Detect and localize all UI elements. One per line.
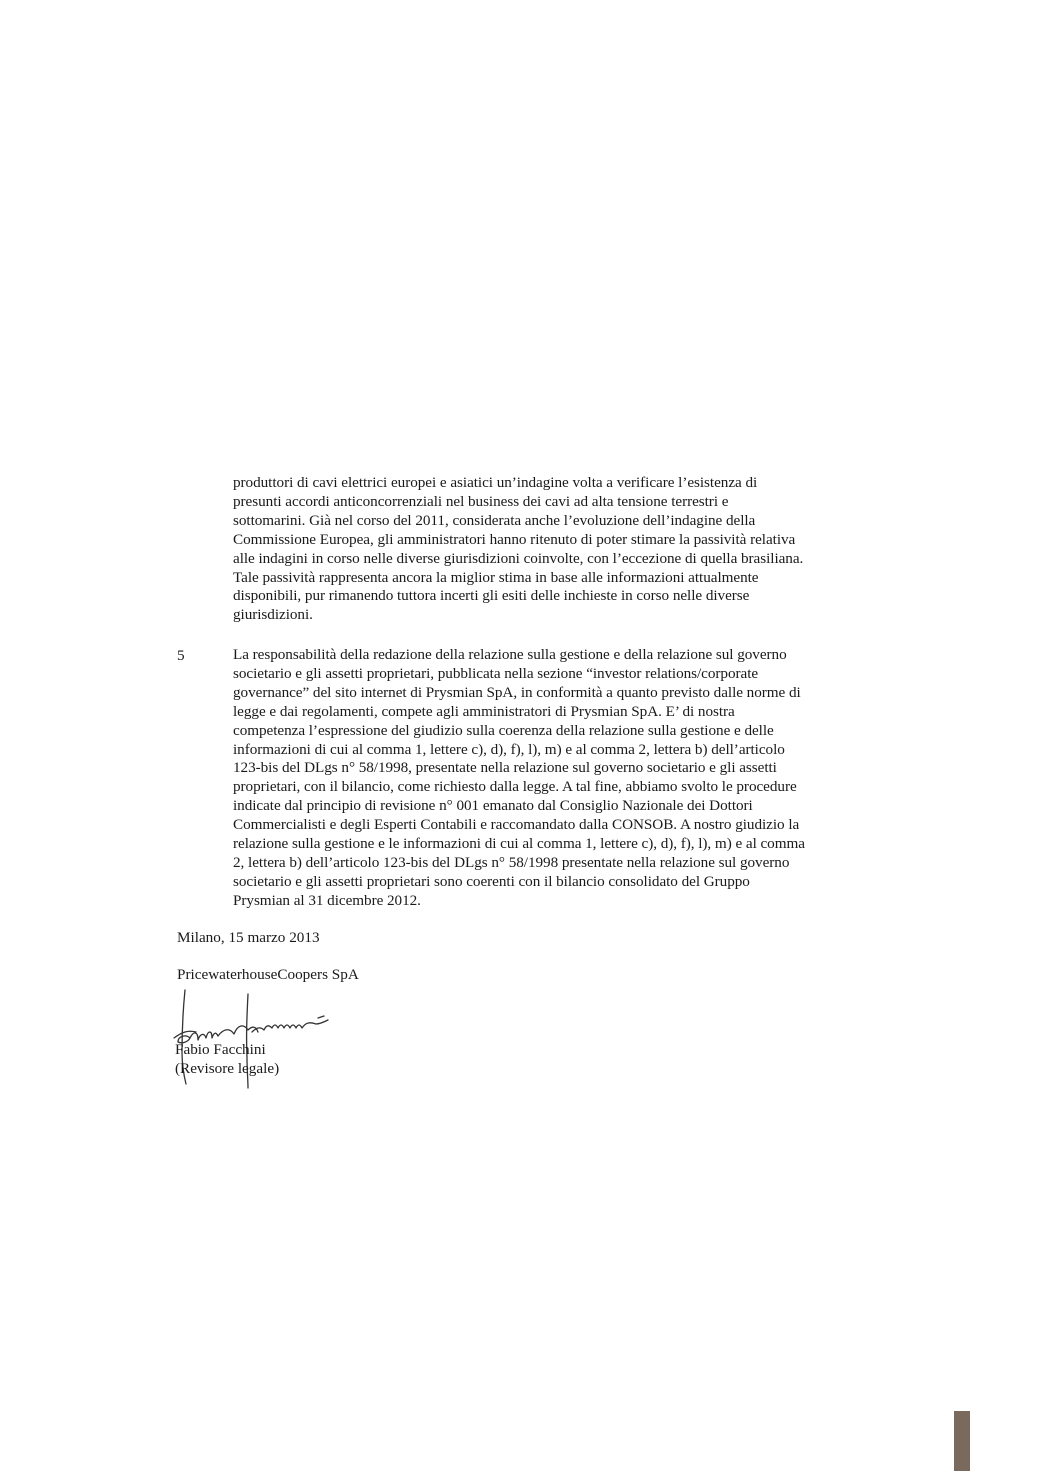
paragraph-line: Commissione Europea, gli amministratori hanno ritenuto di poter stimare la passività relativa (233, 530, 796, 548)
paragraph-line: proprietari, con il bilancio, come richiesto dalla legge. A tal fine, abbiamo svolto le procedure (233, 778, 797, 796)
paragraph-line: alle indagini in corso nelle diverse giurisdizioni coinvolte, con l’eccezione di quella brasiliana. (233, 549, 804, 567)
paragraph-line: governance” del sito internet di Prysmian SpA, in conformità a quanto previsto dalle norme di (233, 683, 801, 701)
paragraph-line: produttori di cavi elettrici europei e asiatici un’indagine volta a verificare l’esistenza di (233, 474, 758, 491)
paragraph-line: 2, lettera b) dell’articolo 123-bis del DLgs n° 58/1998 presentate nella relazione sul governo (233, 853, 790, 871)
paragraph-line: legge e dai regolamenti, compete agli amministratori di Prysmian SpA. E’ di nostra (233, 702, 735, 720)
paragraph-number: 5 (177, 647, 185, 664)
paragraph-line: disponibili, pur rimanendo tuttora incerti gli esiti delle inchieste in corso nelle diverse (233, 587, 750, 605)
place-date: Milano, 15 marzo 2013 (177, 929, 320, 946)
signer-role: (Revisore legale) (175, 1060, 280, 1077)
paragraph-line: societario e gli assetti proprietari, pubblicata nella sezione “investor relations/corporate (233, 664, 759, 682)
paragraph-line: competenza l’espressione del giudizio sulla coerenza della relazione sulla gestione e delle (233, 721, 774, 739)
paragraph-line: informazioni di cui al comma 1, lettere c), d), f), l), m) e al comma 2, lettera b) dell’articolo (233, 740, 785, 758)
paragraph-line: Tale passività rappresenta ancora la miglior stima in base alle informazioni attualmente (233, 568, 759, 586)
handwritten-signature (168, 980, 348, 1100)
paragraph-line: presunti accordi anticoncorrenziali nel business dei cavi ad alta tensione terrestri e (233, 492, 729, 510)
paragraph-line: sottomarini. Già nel corso del 2011, considerata anche l’evoluzione dell’indagine della (233, 511, 756, 529)
paragraph-continued (233, 474, 803, 625)
firm-name: PricewaterhouseCoopers SpA (177, 966, 359, 983)
paragraph-line: giurisdizioni. (233, 606, 313, 624)
paragraph-line: 123-bis del DLgs n° 58/1998, presentate nella relazione sul governo societario e gli assetti (233, 759, 777, 777)
paragraph-line: relazione sulla gestione e le informazioni di cui al comma 1, lettere c), d), f), l), m) e al comma (233, 835, 805, 853)
paragraph-line: La responsabilità della redazione della relazione sulla gestione e della relazione sul governo (233, 646, 787, 663)
paragraph-5 (233, 646, 805, 911)
paragraph-line: Prysmian al 31 dicembre 2012. (233, 891, 421, 909)
signer-name: Fabio Facchini (175, 1041, 266, 1058)
paragraph-line: Commercialisti e degli Esperti Contabili e raccomandato dalla CONSOB. A nostro giudizio la (233, 816, 800, 834)
paragraph-line: indicate dal principio di revisione n° 001 emanato dal Consiglio Nazionale dei Dottori (233, 797, 753, 815)
page-accent-bar (954, 1411, 970, 1471)
paragraph-line: societario e gli assetti proprietari sono coerenti con il bilancio consolidato del Gruppo (233, 872, 750, 890)
